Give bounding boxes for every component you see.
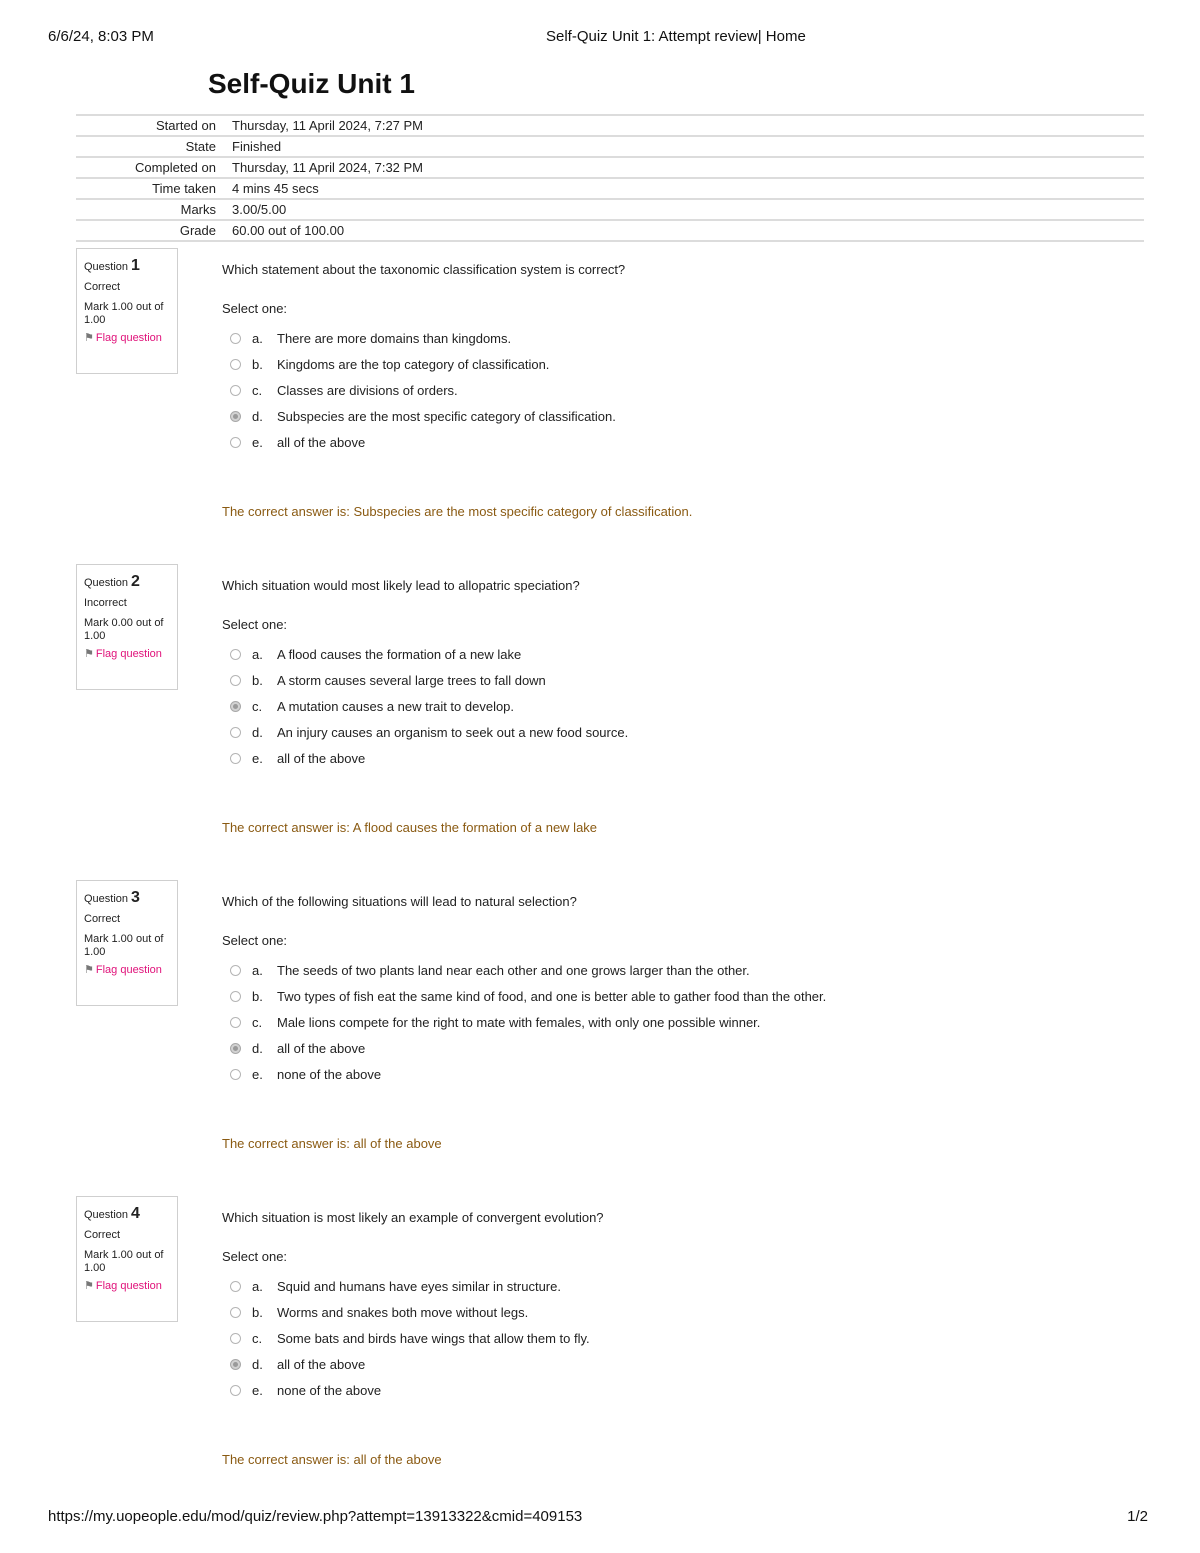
question-number-value: 1 bbox=[131, 257, 140, 274]
answer-letter: b. bbox=[252, 989, 263, 1004]
question-grade: Mark 0.00 out of 1.00 bbox=[84, 617, 164, 642]
flag-question-label: Flag question bbox=[95, 964, 162, 976]
radio-button[interactable] bbox=[230, 965, 241, 976]
summary-label: Marks bbox=[180, 202, 216, 217]
answer-letter: d. bbox=[252, 1041, 263, 1056]
answer-text: Some bats and birds have wings that allow them to fly. bbox=[277, 1331, 590, 1346]
correct-answer-feedback: The correct answer is: A flood causes the formation of a new lake bbox=[222, 820, 598, 835]
answer-text: A storm causes several large trees to fall down bbox=[277, 673, 546, 688]
question-number bbox=[84, 573, 170, 591]
radio-button[interactable] bbox=[230, 675, 241, 686]
question-info-box bbox=[76, 1196, 178, 1322]
summary-label: Grade bbox=[179, 223, 216, 238]
question-4 bbox=[76, 1196, 1146, 1496]
print-date: 6/6/24, 8:03 PM bbox=[48, 28, 154, 45]
flag-icon: ⚑ bbox=[84, 964, 94, 976]
radio-button[interactable] bbox=[230, 1385, 241, 1396]
radio-button[interactable] bbox=[230, 1281, 241, 1292]
select-one-prompt: Select one: bbox=[222, 301, 288, 316]
flag-question-link[interactable] bbox=[84, 964, 170, 977]
answer-letter: d. bbox=[252, 725, 263, 740]
answer-letter: a. bbox=[252, 963, 263, 978]
summary-row-grade bbox=[76, 220, 1144, 241]
question-grade: Mark 1.00 out of 1.00 bbox=[84, 301, 164, 326]
radio-button[interactable] bbox=[230, 333, 241, 344]
answer-text: Subspecies are the most specific category of classification. bbox=[277, 409, 616, 424]
answer-text: Classes are divisions of orders. bbox=[277, 383, 458, 398]
answer-text: all of the above bbox=[277, 1357, 366, 1372]
answer-letter: e. bbox=[252, 1067, 263, 1082]
correct-answer-feedback: The correct answer is: all of the above bbox=[222, 1136, 442, 1151]
radio-button[interactable] bbox=[230, 727, 241, 738]
answer-text: A flood causes the formation of a new lake bbox=[277, 647, 522, 662]
radio-button[interactable] bbox=[230, 991, 241, 1002]
select-one-prompt: Select one: bbox=[222, 1249, 288, 1264]
summary-row-marks bbox=[76, 199, 1144, 220]
flag-question-link[interactable] bbox=[84, 1280, 170, 1293]
question-info-box bbox=[76, 248, 178, 374]
question-label: Question bbox=[84, 261, 129, 273]
answer-letter: c. bbox=[252, 383, 263, 398]
flag-icon: ⚑ bbox=[84, 648, 94, 660]
print-document-title: Self-Quiz Unit 1: Attempt review| Home bbox=[546, 28, 806, 45]
print-header bbox=[48, 28, 1148, 48]
radio-button[interactable] bbox=[230, 1069, 241, 1080]
question-state: Incorrect bbox=[84, 597, 127, 609]
radio-button[interactable] bbox=[230, 385, 241, 396]
page-title: Self-Quiz Unit 1 bbox=[208, 68, 415, 99]
question-number bbox=[84, 889, 170, 907]
flag-icon: ⚑ bbox=[84, 1280, 94, 1292]
answer-letter: b. bbox=[252, 357, 263, 372]
answer-text: all of the above bbox=[277, 1041, 366, 1056]
summary-value: 3.00/5.00 bbox=[232, 202, 287, 217]
answer-text: There are more domains than kingdoms. bbox=[277, 331, 512, 346]
question-label: Question bbox=[84, 1209, 129, 1221]
summary-label: Time taken bbox=[152, 181, 216, 196]
page-url: https://my.uopeople.edu/mod/quiz/review.php?attempt=13913322&cmid=409153 bbox=[48, 1508, 583, 1525]
answer-text: The seeds of two plants land near each other and one grows larger than the other. bbox=[277, 963, 750, 978]
question-grade: Mark 1.00 out of 1.00 bbox=[84, 1249, 164, 1274]
radio-button[interactable] bbox=[230, 701, 241, 712]
answer-text: Worms and snakes both move without legs. bbox=[277, 1305, 529, 1320]
summary-value: Finished bbox=[232, 139, 282, 154]
answer-text: Squid and humans have eyes similar in structure. bbox=[277, 1279, 561, 1294]
answer-letter: d. bbox=[252, 409, 263, 424]
answer-text: none of the above bbox=[277, 1067, 382, 1082]
answer-letter: b. bbox=[252, 1305, 263, 1320]
radio-button[interactable] bbox=[230, 1359, 241, 1370]
radio-button[interactable] bbox=[230, 1017, 241, 1028]
answer-letter: e. bbox=[252, 1383, 263, 1398]
question-label: Question bbox=[84, 577, 129, 589]
summary-row-time-taken bbox=[76, 178, 1144, 199]
question-text: Which of the following situations will lead to natural selection? bbox=[222, 894, 577, 909]
flag-question-label: Flag question bbox=[95, 1280, 162, 1292]
question-info-box bbox=[76, 880, 178, 1006]
question-label: Question bbox=[84, 893, 129, 905]
radio-button[interactable] bbox=[230, 437, 241, 448]
question-state: Correct bbox=[84, 281, 121, 293]
select-one-prompt: Select one: bbox=[222, 933, 288, 948]
question-state: Correct bbox=[84, 1229, 121, 1241]
question-text: Which situation is most likely an example of convergent evolution? bbox=[222, 1210, 604, 1225]
question-3 bbox=[76, 880, 1146, 1180]
summary-row-started-on bbox=[76, 115, 1144, 136]
radio-button[interactable] bbox=[230, 411, 241, 422]
page-number: 1/2 bbox=[1127, 1508, 1148, 1525]
summary-value: 60.00 out of 100.00 bbox=[232, 223, 345, 238]
attempt-summary-table bbox=[76, 114, 1144, 242]
summary-label: Started on bbox=[156, 118, 216, 133]
answer-text: all of the above bbox=[277, 435, 366, 450]
answer-text: A mutation causes a new trait to develop. bbox=[277, 699, 515, 714]
answer-letter: b. bbox=[252, 673, 263, 688]
answer-letter: e. bbox=[252, 751, 263, 766]
question-number-value: 3 bbox=[131, 889, 140, 906]
select-one-prompt: Select one: bbox=[222, 617, 288, 632]
flag-icon: ⚑ bbox=[84, 332, 94, 344]
radio-button[interactable] bbox=[230, 1307, 241, 1318]
answer-letter: c. bbox=[252, 699, 263, 714]
answer-text: Two types of fish eat the same kind of food, and one is better able to gather food than the other. bbox=[277, 989, 827, 1004]
answer-letter: a. bbox=[252, 647, 263, 662]
flag-question-label: Flag question bbox=[95, 332, 162, 344]
question-number bbox=[84, 1205, 170, 1223]
question-1 bbox=[76, 248, 1146, 548]
summary-label: Completed on bbox=[135, 160, 216, 175]
question-2 bbox=[76, 564, 1146, 864]
flag-question-link[interactable] bbox=[84, 332, 170, 345]
radio-button[interactable] bbox=[230, 649, 241, 660]
summary-row-state bbox=[76, 136, 1144, 157]
correct-answer-feedback: The correct answer is: all of the above bbox=[222, 1452, 442, 1467]
answer-letter: c. bbox=[252, 1015, 263, 1030]
question-grade: Mark 1.00 out of 1.00 bbox=[84, 933, 164, 958]
summary-row-completed-on bbox=[76, 157, 1144, 178]
radio-button[interactable] bbox=[230, 753, 241, 764]
correct-answer-feedback: The correct answer is: Subspecies are the most specific category of classification. bbox=[222, 504, 693, 519]
answer-text: Kingdoms are the top category of classification. bbox=[277, 357, 550, 372]
summary-value: Thursday, 11 April 2024, 7:32 PM bbox=[232, 160, 424, 175]
print-footer bbox=[48, 1508, 1148, 1528]
answer-text: Male lions compete for the right to mate with females, with only one possible winner. bbox=[277, 1015, 761, 1030]
question-text: Which situation would most likely lead to allopatric speciation? bbox=[222, 578, 580, 593]
answer-letter: c. bbox=[252, 1331, 263, 1346]
summary-value: Thursday, 11 April 2024, 7:27 PM bbox=[232, 118, 424, 133]
answer-letter: a. bbox=[252, 1279, 263, 1294]
flag-question-label: Flag question bbox=[95, 648, 162, 660]
question-text: Which statement about the taxonomic classification system is correct? bbox=[222, 262, 626, 277]
answer-letter: d. bbox=[252, 1357, 263, 1372]
radio-button[interactable] bbox=[230, 1333, 241, 1344]
answer-text: all of the above bbox=[277, 751, 366, 766]
summary-value: 4 mins 45 secs bbox=[232, 181, 319, 196]
question-info-box bbox=[76, 564, 178, 690]
summary-label: State bbox=[185, 139, 216, 154]
answer-letter: e. bbox=[252, 435, 263, 450]
question-number-value: 2 bbox=[131, 573, 140, 590]
radio-button[interactable] bbox=[230, 359, 241, 370]
question-number bbox=[84, 257, 170, 275]
question-number-value: 4 bbox=[131, 1205, 140, 1222]
question-state: Correct bbox=[84, 913, 121, 925]
answer-letter: a. bbox=[252, 331, 263, 346]
flag-question-link[interactable] bbox=[84, 648, 170, 661]
answer-text: An injury causes an organism to seek out a new food source. bbox=[277, 725, 629, 740]
radio-button[interactable] bbox=[230, 1043, 241, 1054]
answer-text: none of the above bbox=[277, 1383, 382, 1398]
